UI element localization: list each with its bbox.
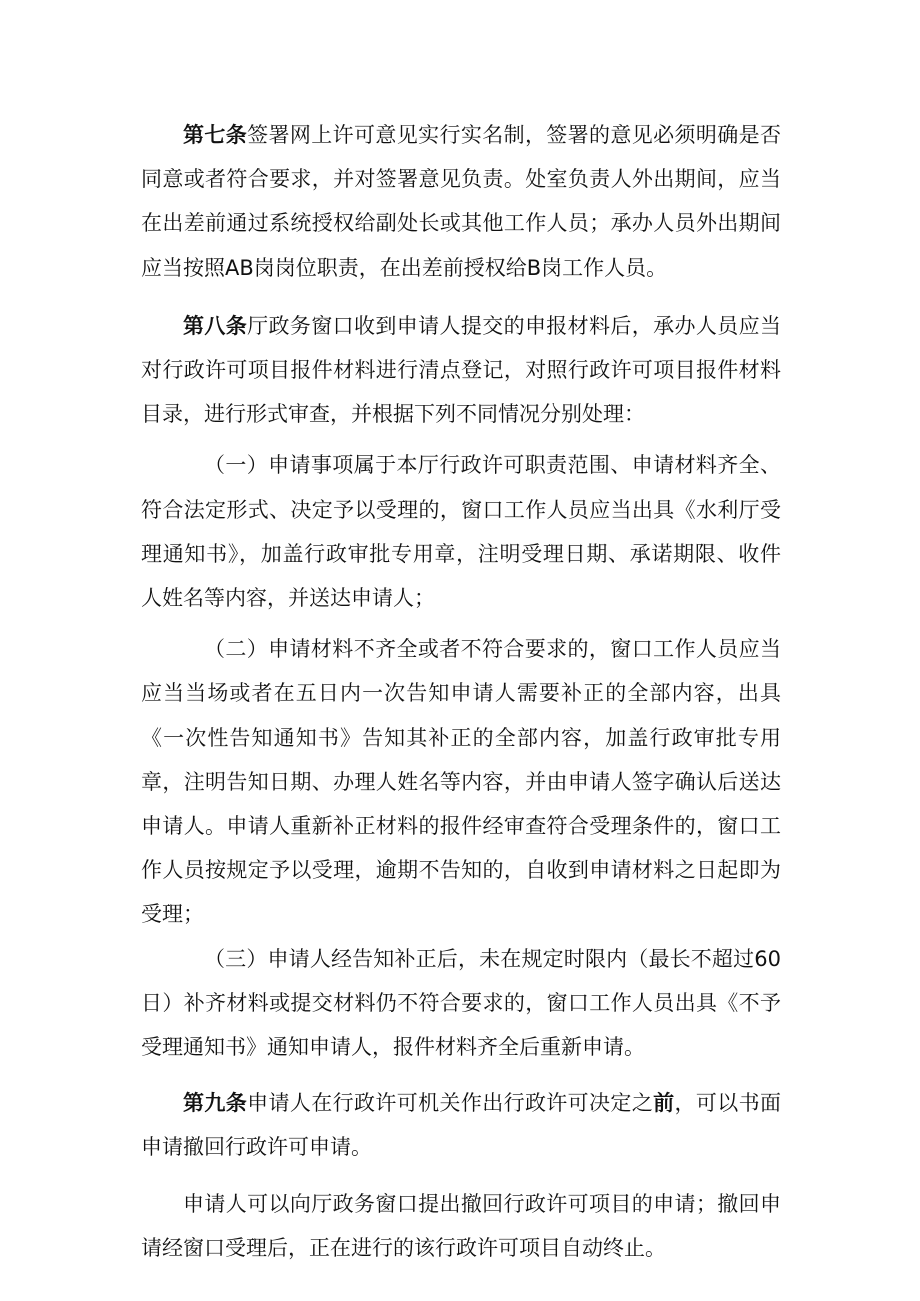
article-9-paragraph-2: 申请人可以向厅政务窗口提出撤回行政许可项目的申请；撤回申请经窗口受理后，正在进行的该行政许可项目自动终止。 — [141, 1191, 781, 1260]
article-7-text: 签署网上许可意见实行实名制，签署的意见必须明确是否同意或者符合要求，并对签署意见负责。处室负责人外出期间，应当在出差前通过系统授权给副处长或其他工作人员；承办人员外出期间应当按照AB岗岗位职责，在出差前授权给B岗工作人员。 — [141, 123, 782, 280]
document-body — [141, 113, 781, 1270]
article-8-text: 厅政务窗口收到申请人提交的申报材料后，承办人员应当对行政许可项目报件材料进行清点登记，对照行政许可项目报件材料目录，进行形式审查，并根据下列不同情况分别处理： — [141, 313, 782, 427]
article-9-text-after: ，可以书面申请撤回行政许可申请。 — [141, 1091, 782, 1160]
article-8-paragraph — [141, 304, 781, 437]
article-7-label: 第七条 — [183, 123, 248, 147]
article-7-paragraph — [141, 113, 781, 290]
article-9-emphasis: 前 — [653, 1091, 675, 1116]
article-9-paragraph — [141, 1081, 781, 1169]
article-8-label: 第八条 — [183, 313, 248, 338]
article-9-label: 第九条 — [183, 1091, 248, 1116]
article-8-item-3: （三）申请人经告知补正后，未在规定时限内（最长不超过60日）补齐材料或提交材料仍不符合要求的，窗口工作人员出具《不予受理通知书》通知申请人，报件材料齐全后重新申请。 — [141, 946, 781, 1060]
article-9-text-before: 申请人在行政许可机关作出行政许可决定之 — [247, 1091, 654, 1116]
article-8-item-2: （二）申请材料不齐全或者不符合要求的，窗口工作人员应当应当当场或者在五日内一次告知申请人需要补正的全部内容，出具《一次性告知通知书》告知其补正的全部内容，加盖行政审批专用章，注明告知日期、办理人姓名等内容，并由申请人签字确认后送达申请人。申请人重新补正材料的报件经审查符合受理条件的，窗口工作人员按规定予以受理，逾期不告知的，自收到申请材料之日起即为受理； — [141, 637, 781, 927]
article-8-item-1: （一）申请事项属于本厅行政许可职责范围、申请材料齐全、符合法定形式、决定予以受理的，窗口工作人员应当出具《水利厅受理通知书》，加盖行政审批专用章，注明受理日期、承诺期限、收件人姓名等内容，并送达申请人； — [141, 453, 781, 611]
